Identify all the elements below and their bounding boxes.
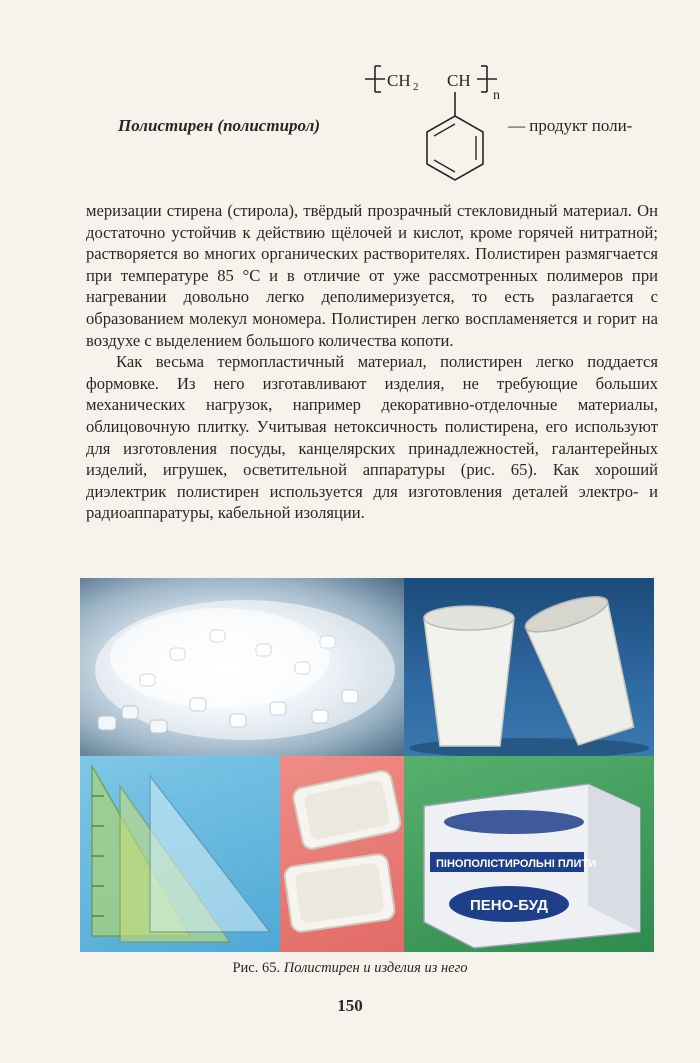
page-number: 150 (337, 996, 363, 1015)
foam-board-pack-photo (404, 756, 654, 952)
polystyrene-structural-formula (355, 52, 525, 202)
box-label-text: ПІНОПОЛІСТИРОЛЬНІ ПЛИТИ (436, 858, 597, 870)
body-text (86, 200, 658, 524)
intro-row (0, 52, 700, 202)
formula-group-ch: CH (447, 71, 471, 90)
formula-group-ch2: CH (387, 71, 411, 90)
figure-65-collage (80, 578, 654, 952)
term-heading: Полистирен (полистирол) (118, 116, 320, 135)
intro-tail-text: — продукт поли- (508, 116, 633, 135)
rulers-triangles-photo (80, 756, 280, 952)
caption-text: Полистирен и изделия из него (283, 960, 468, 976)
paragraph-1: меризации стирена (стирола), твёрдый прозрачный стекловидный материал. Он достаточно устойчив к действию щёлочей и кислот, кроме горячей нитратной; растворяется во многих органических растворителях. Полистирен размягчается при температуре 85 °С и в отличие от уже рассмотренных полимеров при нагревании довольно легко деполимеризуется, то есть разлагается с образованием молекул мономера. Полистирен легко воспламеняется и горит на воздухе с выделением большого количества копоти. (86, 201, 658, 350)
granules-photo (80, 578, 404, 756)
formula-repeat-n: n (493, 88, 500, 103)
paragraph-2: Как весьма термопластичный материал, полистирен легко поддается формовке. Из него изготавливают изделия, не требующие больших механических нагрузок, например декоративно-отделочные материалы, облицовочную плитку. Учитывая нетоксичность полистирена, его используют для изготовления посуды, канцелярских принадлежностей, галантерейных изделий, игрушек, осветительной аппаратуры (рис. 65). Как хороший диэлектрик полистирен используется для изготовления деталей электро- и радиоаппаратуры, кабельной изоляции. (86, 352, 658, 523)
foam-cups-photo (404, 578, 654, 756)
box-brand-text: ПЕНО-БУД (470, 897, 548, 914)
formula-subscript: 2 (413, 81, 419, 93)
caption-prefix: Рис. 65. (232, 960, 281, 976)
figure-caption (0, 960, 700, 977)
foam-trays-photo (280, 756, 404, 952)
